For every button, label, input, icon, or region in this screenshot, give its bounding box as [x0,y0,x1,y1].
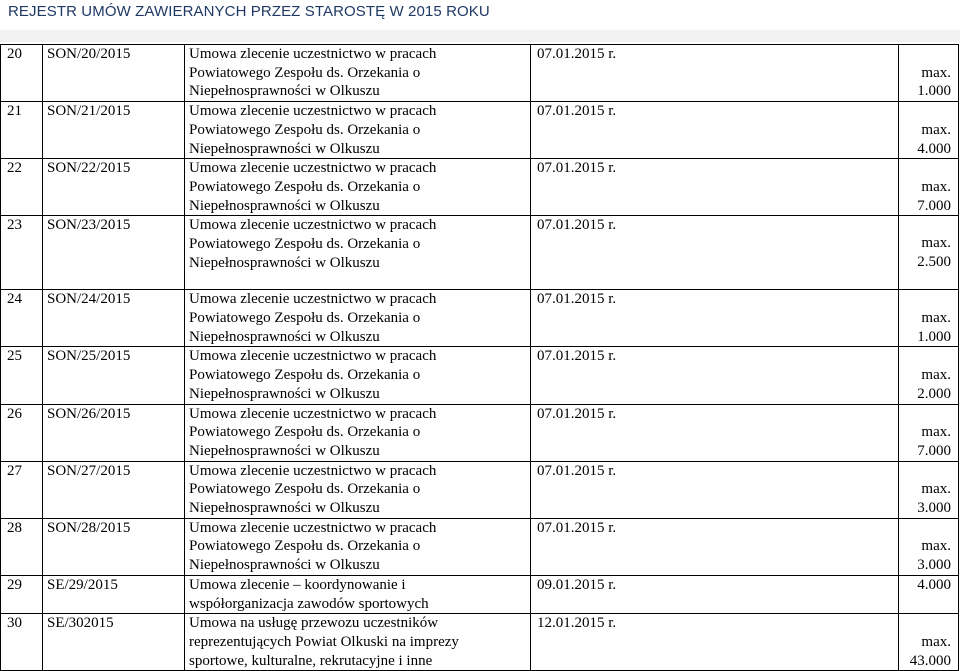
contract-title-line: Powiatowego Zespołu ds. Orzekania o [189,424,421,441]
contract-title-line: Niepełnosprawności w Olkuszu [189,328,380,345]
contract-signature: SON/27/2015 [43,461,185,518]
row-number: 26 [1,404,43,461]
table-row [1,159,959,216]
contract-amount-line: max. [921,367,951,384]
contract-title [185,575,531,613]
contract-amount-line: 2.000 [917,385,951,402]
contracts-table-body [1,45,959,671]
contract-date: 07.01.2015 r. [531,290,899,347]
header-divider [0,30,960,42]
contract-date: 12.01.2015 r. [531,614,899,671]
contract-date: 07.01.2015 r. [531,347,899,404]
contract-title-line: Umowa zlecenie uczestnictwo w pracach [189,103,437,120]
contract-date: 07.01.2015 r. [531,216,899,290]
contract-amount-line: 4.000 [917,140,951,157]
contract-title [185,216,531,290]
contract-title-line: Umowa zlecenie uczestnictwo w pracach [189,160,437,177]
contract-amount-line: 7.000 [917,442,951,459]
contract-title [185,614,531,671]
contract-title-line: Umowa zlecenie uczestnictwo w pracach [189,462,437,479]
row-number: 27 [1,461,43,518]
contract-title-line: Niepełnosprawności w Olkuszu [189,442,380,459]
contract-title [185,159,531,216]
contract-amount-line: max. [921,538,951,555]
contract-title-line: współorganizacja zawodów sportowych [189,595,429,612]
contract-signature: SON/20/2015 [43,45,185,102]
row-number: 24 [1,290,43,347]
contract-date: 07.01.2015 r. [531,45,899,102]
contract-title [185,461,531,518]
contract-title-line: Niepełnosprawności w Olkuszu [189,557,380,574]
contract-amount-line: 7.000 [917,197,951,214]
contract-amount-line: 3.000 [917,557,951,574]
contract-title [185,518,531,575]
table-row [1,614,959,671]
table-row [1,575,959,613]
contract-amount [899,614,959,671]
contract-signature: SON/23/2015 [43,216,185,290]
table-row [1,404,959,461]
contract-title-line: Umowa zlecenie – koordynowanie i [189,576,406,593]
contract-amount-line: max. [921,310,951,327]
row-number: 29 [1,575,43,613]
table-row [1,347,959,404]
contract-date: 07.01.2015 r. [531,102,899,159]
contract-amount-line: 1.000 [917,328,951,345]
contract-title-line: Umowa na usługę przewozu uczestników [189,615,439,632]
contract-amount [899,347,959,404]
contract-title-line: Niepełnosprawności w Olkuszu [189,500,380,517]
contract-date: 07.01.2015 r. [531,518,899,575]
contract-title-line: reprezentujących Powiat Olkuski na imprezy [189,633,459,650]
table-row [1,518,959,575]
table-row [1,290,959,347]
contract-amount [899,518,959,575]
contract-date: 09.01.2015 r. [531,575,899,613]
contract-signature: SON/22/2015 [43,159,185,216]
contract-title [185,404,531,461]
contract-title-line: Powiatowego Zespołu ds. Orzekania o [189,121,421,138]
contract-title [185,347,531,404]
table-row [1,45,959,102]
contract-amount [899,102,959,159]
row-number: 25 [1,347,43,404]
contract-title-line: Powiatowego Zespołu ds. Orzekania o [189,236,421,253]
row-number: 22 [1,159,43,216]
contract-date: 07.01.2015 r. [531,159,899,216]
contract-title [185,290,531,347]
row-number: 21 [1,102,43,159]
contract-amount-line: max. [921,64,951,81]
contract-amount-line: max. [921,481,951,498]
contract-signature: SON/21/2015 [43,102,185,159]
contract-amount [899,575,959,613]
row-number: 23 [1,216,43,290]
contract-title-line: Niepełnosprawności w Olkuszu [189,83,380,100]
contract-title-line: Powiatowego Zespołu ds. Orzekania o [189,64,421,81]
contract-title-line: Powiatowego Zespołu ds. Orzekania o [189,310,421,327]
contract-amount-line: 4.000 [917,576,951,593]
contract-amount [899,45,959,102]
contract-title-line: Umowa zlecenie uczestnictwo w pracach [189,405,437,422]
contract-title-line: Powiatowego Zespołu ds. Orzekania o [189,178,421,195]
contract-date: 07.01.2015 r. [531,461,899,518]
contract-signature: SON/25/2015 [43,347,185,404]
contract-title-line: Powiatowego Zespołu ds. Orzekania o [189,481,421,498]
contract-amount-line: 3.000 [917,500,951,517]
contract-title-line: Umowa zlecenie uczestnictwo w pracach [189,291,437,308]
contract-title-line: Powiatowego Zespołu ds. Orzekania o [189,367,421,384]
contracts-table [0,44,959,671]
contract-signature: SON/26/2015 [43,404,185,461]
contract-amount-line: 2.500 [917,254,951,271]
contract-title [185,102,531,159]
contract-signature: SON/28/2015 [43,518,185,575]
contract-title-line: Umowa zlecenie uczestnictwo w pracach [189,348,437,365]
table-row [1,102,959,159]
contract-date: 07.01.2015 r. [531,404,899,461]
contract-title-line: Powiatowego Zespołu ds. Orzekania o [189,538,421,555]
row-number: 20 [1,45,43,102]
row-number: 30 [1,614,43,671]
contract-amount [899,461,959,518]
contract-title-line: Niepełnosprawności w Olkuszu [189,140,380,157]
contract-amount-line: 1.000 [917,83,951,100]
contract-amount-line: max. [921,121,951,138]
contract-amount-line: max. [921,424,951,441]
contract-signature: SON/24/2015 [43,290,185,347]
row-number: 28 [1,518,43,575]
contract-title-line: sportowe, kulturalne, rekrutacyjne i inne [189,652,433,669]
contract-amount [899,290,959,347]
contract-amount [899,216,959,290]
contract-title-line: Umowa zlecenie uczestnictwo w pracach [189,519,437,536]
contract-signature: SE/302015 [43,614,185,671]
table-row [1,216,959,290]
contract-title-line: Niepełnosprawności w Olkuszu [189,254,380,271]
contract-amount-line: 43.000 [909,652,951,669]
contract-amount-line: max. [921,633,951,650]
table-row [1,461,959,518]
contract-signature: SE/29/2015 [43,575,185,613]
contract-title-line: Niepełnosprawności w Olkuszu [189,385,380,402]
contract-amount [899,404,959,461]
contract-amount-line: max. [921,235,951,252]
contract-title-line: Niepełnosprawności w Olkuszu [189,197,380,214]
contract-amount [899,159,959,216]
contract-title [185,45,531,102]
document-title: REJESTR UMÓW ZAWIERANYCH PRZEZ STAROSTĘ W 2015 ROKU [8,3,490,20]
contract-title-line: Umowa zlecenie uczestnictwo w pracach [189,46,437,62]
contract-title-line: Umowa zlecenie uczestnictwo w pracach [189,217,437,234]
contract-amount-line: max. [921,178,951,195]
